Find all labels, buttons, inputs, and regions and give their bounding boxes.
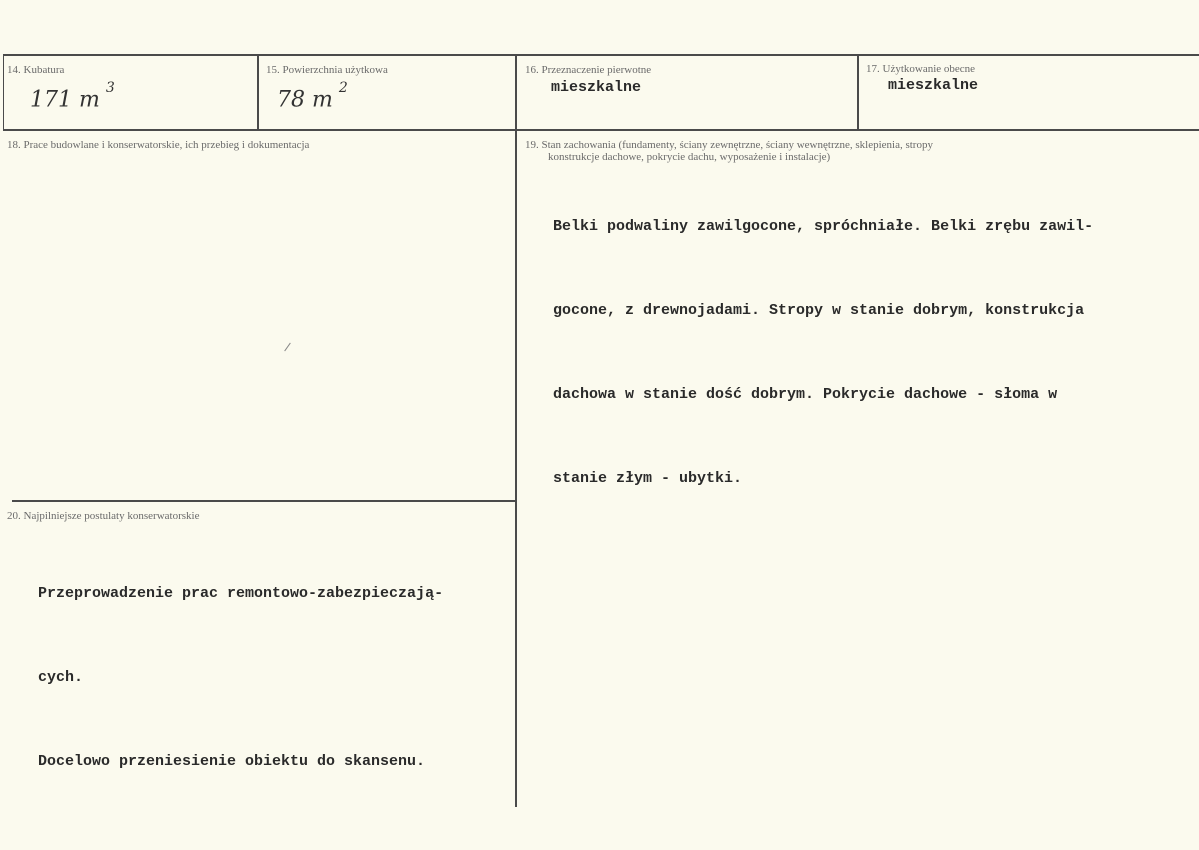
field-16-label: 16. Przeznaczenie pierwotne xyxy=(525,64,652,76)
field-18-label: 18. Prace budowlane i konserwatorskie, ich przebieg i dokumentacja xyxy=(7,139,310,151)
field-20-label: 20. Najpilniejsze postulaty konserwatorskie xyxy=(7,510,200,522)
field-19-text xyxy=(553,157,1093,549)
section-20-rule xyxy=(12,500,516,502)
field-16-value: mieszkalne xyxy=(551,79,642,96)
field-20-line: cych. xyxy=(38,669,84,686)
field-15-label: 15. Powierzchnia użytkowa xyxy=(266,64,388,76)
pencil-mark xyxy=(284,343,291,352)
cubature-exponent: 3 xyxy=(105,80,115,96)
field-19-label-line1: 19. Stan zachowania (fundamenty, ściany zewnętrzne, ściany wewnętrzne, sklepienia, stropy xyxy=(525,139,933,151)
field-19-line: gocone, z drewnojadami. Stropy w stanie dobrym, konstrukcja xyxy=(553,302,1085,319)
field-19-line: Belki podwaliny zawilgocone, spróchniałe. Belki zrębu zawil- xyxy=(553,218,1094,235)
divider-15 xyxy=(257,56,259,130)
field-17-label: 17. Użytkowanie obecne xyxy=(866,63,976,75)
field-20-text xyxy=(38,524,443,832)
field-20-line: Docelowo przeniesienie obiektu do skansenu. xyxy=(38,753,426,770)
field-14-value xyxy=(30,80,115,113)
top-rule xyxy=(3,54,1199,56)
field-19-line: stanie złym - ubytki. xyxy=(553,470,743,487)
field-14-label: 14. Kubatura xyxy=(7,64,65,76)
field-19-label-line2: konstrukcje dachowe, pokrycie dachu, wyposażenie i instalacje) xyxy=(548,151,831,163)
area-exponent: 2 xyxy=(338,80,348,96)
field-15-value xyxy=(277,80,348,113)
cubature-value: 171 m xyxy=(30,87,100,113)
field-20-line: Przeprowadzenie prac remontowo-zabezpieczają- xyxy=(38,585,444,602)
divider-17 xyxy=(857,56,859,130)
area-value: 78 m xyxy=(277,87,333,113)
left-edge xyxy=(3,56,4,130)
row-rule xyxy=(3,129,1199,131)
divider-16 xyxy=(515,56,517,807)
field-19-line: dachowa w stanie dość dobrym. Pokrycie dachowe - słoma w xyxy=(553,386,1058,403)
field-17-value: mieszkalne xyxy=(888,77,979,94)
